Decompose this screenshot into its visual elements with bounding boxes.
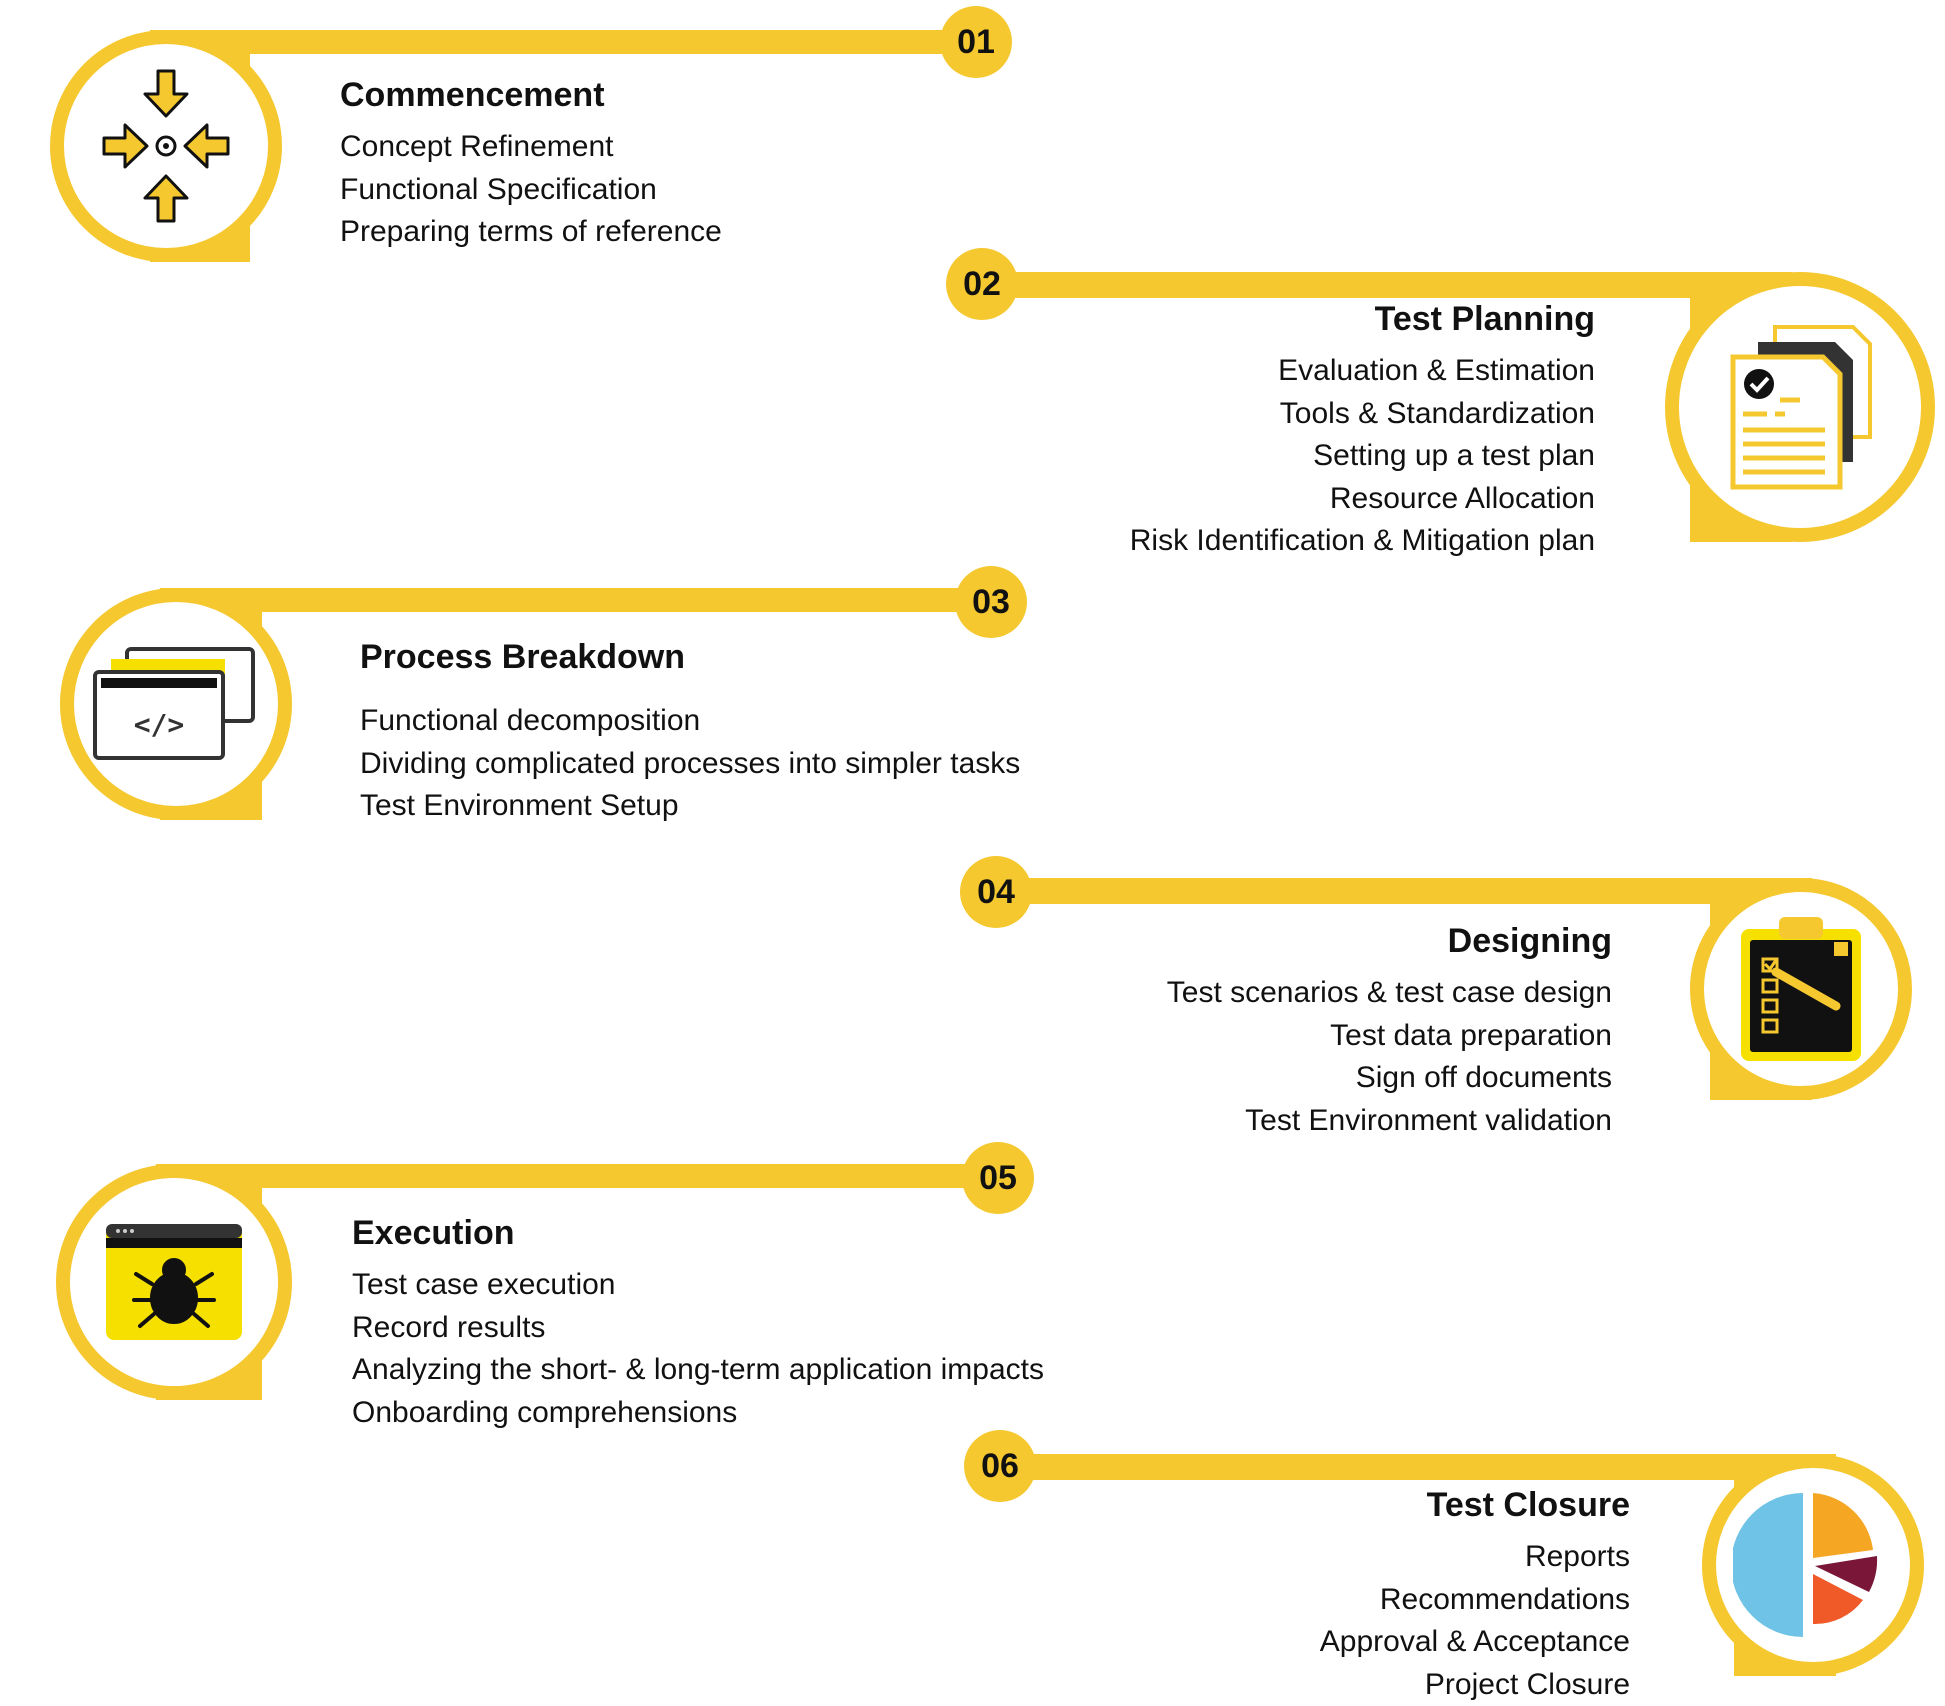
step-05-icon-ring: [56, 1164, 292, 1400]
step-03-icon-ring: [60, 588, 292, 820]
step-02-number-badge: 02: [946, 248, 1018, 320]
bug-window-icon: [104, 1222, 244, 1342]
step-06-item: Reports: [1100, 1536, 1630, 1579]
step-06-title: Test Closure: [1100, 1484, 1630, 1526]
step-01-number-badge: 01: [940, 6, 1012, 78]
step-01-title: Commencement: [340, 74, 722, 116]
step-05-title: Execution: [352, 1212, 1044, 1254]
step-06-item: Recommendations: [1100, 1579, 1630, 1622]
step-02-item: Setting up a test plan: [1040, 435, 1595, 478]
step-05-connector: [262, 1164, 1002, 1188]
step-02-icon-ring: [1665, 272, 1935, 542]
step-01-item: Functional Specification: [340, 169, 722, 212]
step-04-title: Designing: [1080, 920, 1612, 962]
clipboard-checklist-icon: [1736, 914, 1866, 1064]
step-05-item: Record results: [352, 1307, 1044, 1350]
step-03-item: Dividing complicated processes into simpler tasks: [360, 743, 1020, 786]
step-01-icon-ring: [50, 30, 282, 262]
step-03-text: [360, 636, 1020, 828]
converge-arrows-icon: [101, 66, 231, 226]
step-06-item: Approval & Acceptance: [1100, 1621, 1630, 1664]
step-04-item: Test data preparation: [1080, 1015, 1612, 1058]
step-01-connector: [250, 30, 970, 54]
step-03-item: Functional decomposition: [360, 700, 1020, 743]
svg-text:</>: </>: [134, 708, 185, 741]
step-04-text: [1080, 920, 1612, 1142]
step-03-connector: [262, 588, 982, 612]
step-04-item: Test scenarios & test case design: [1080, 972, 1612, 1015]
step-06-icon-ring: [1702, 1454, 1924, 1676]
step-02-text: [1040, 298, 1595, 563]
step-05-text: [352, 1212, 1044, 1434]
step-04-connector: [990, 878, 1720, 904]
step-03-item: Test Environment Setup: [360, 785, 1020, 828]
step-04-number-badge: 04: [960, 856, 1032, 928]
step-02-title: Test Planning: [1040, 298, 1595, 340]
step-05-item: Onboarding comprehensions: [352, 1392, 1044, 1435]
step-03-title: Process Breakdown: [360, 636, 1020, 678]
step-05-item: Test case execution: [352, 1264, 1044, 1307]
step-02-connector: [980, 272, 1710, 298]
step-01-text: [340, 74, 722, 254]
step-02-item: Risk Identification & Mitigation plan: [1040, 520, 1595, 563]
step-05-number-badge: 05: [962, 1142, 1034, 1214]
step-01-item: Concept Refinement: [340, 126, 722, 169]
step-06-number-badge: 06: [964, 1430, 1036, 1502]
step-06-connector: [994, 1454, 1744, 1480]
step-03-number-badge: 03: [955, 566, 1027, 638]
step-04-icon-ring: [1690, 878, 1912, 1100]
documents-check-icon: [1725, 322, 1875, 492]
step-01-item: Preparing terms of reference: [340, 211, 722, 254]
step-06-item: Project Closure: [1100, 1664, 1630, 1706]
step-04-item: Test Environment validation: [1080, 1100, 1612, 1143]
step-06-text: [1100, 1484, 1630, 1706]
step-05-item: Analyzing the short- & long-term application impacts: [352, 1349, 1044, 1392]
code-window-icon: [91, 644, 261, 764]
step-02-item: Evaluation & Estimation: [1040, 350, 1595, 393]
pie-chart-icon: [1733, 1490, 1893, 1640]
step-02-item: Tools & Standardization: [1040, 393, 1595, 436]
step-04-item: Sign off documents: [1080, 1057, 1612, 1100]
step-02-item: Resource Allocation: [1040, 478, 1595, 521]
